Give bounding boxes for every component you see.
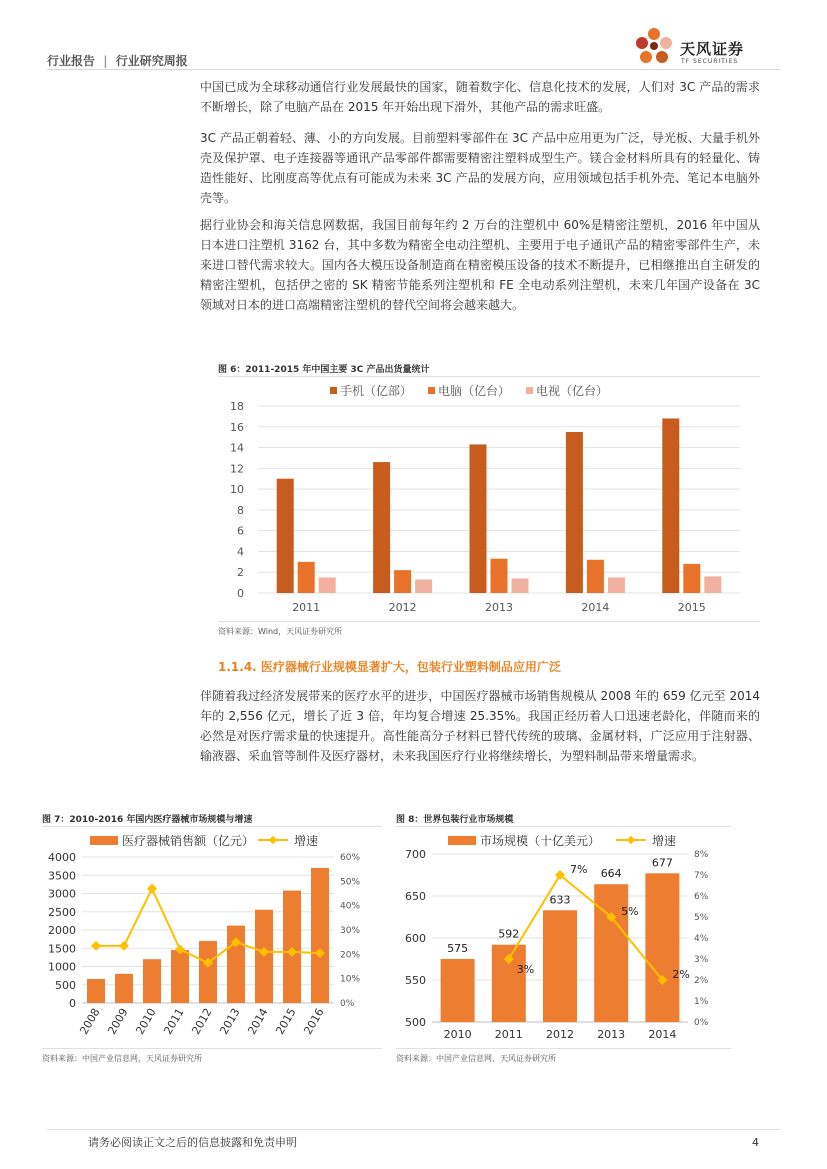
bar-2011-s1 <box>298 562 315 593</box>
x-tick-label: 2012 <box>189 1006 215 1037</box>
bar-2014-s2 <box>608 577 625 593</box>
paragraph-1: 中国已成为全球移动通信行业发展最快的国家，随着数字化、信息化技术的发展，人们对 3C 产品的需求不断增长，除了电脑产品在 2015 年开始出现下滑外，其他产品的需求旺盛。 <box>200 80 760 114</box>
figure-7-bottom-rule <box>42 1048 382 1049</box>
bar-2009 <box>115 974 133 1003</box>
y-tick-label: 18 <box>230 400 244 413</box>
bar-2012-s2 <box>415 579 432 593</box>
x-tick-label: 2015 <box>677 601 706 614</box>
legend-swatch <box>330 387 337 394</box>
y-tick-label: 16 <box>230 420 244 434</box>
bar-2015-s0 <box>662 418 679 593</box>
bar-2014 <box>645 873 679 1022</box>
legend-line-marker <box>269 836 277 844</box>
x-tick-label: 2013 <box>485 601 513 614</box>
bar-2010 <box>441 959 475 1022</box>
bar-2012-s0 <box>373 462 390 593</box>
y-left-tick-label: 1500 <box>48 942 76 956</box>
paragraph-2: 3C 产品正朝着轻、薄、小的方向发展。目前塑料零部件在 3C 产品中应用更为广泛，导光板、大量手机外壳及保护罩、电子连接器等通讯产品零部件都需要精密注塑料成型生产。镁合金材料所具有的轻量化、铸造性能好、比刚度高等优点有可能成为未来 3C 产品的发展方向，应用领域包括手机外壳、笔记本电脑外壳等。 <box>200 131 760 205</box>
y-tick-label: 8 <box>237 503 244 517</box>
legend-line-label: 增速 <box>294 834 319 848</box>
y-left-tick-label: 650 <box>405 890 426 903</box>
legend-swatch <box>428 387 435 394</box>
growth-value-label: 3% <box>516 963 535 976</box>
bar-2013-s1 <box>491 559 508 593</box>
chart-medical-devices <box>42 828 382 1046</box>
y-left-tick-label: 3000 <box>48 887 76 901</box>
x-tick-label: 2014 <box>581 601 610 614</box>
y-right-tick-label: 0% <box>340 999 355 1009</box>
flower-logo-icon <box>632 26 680 72</box>
brand-name-en: TF SECURITIES <box>681 58 739 65</box>
legend-label: 电视（亿台） <box>536 384 609 398</box>
y-tick-label: 10 <box>230 483 244 497</box>
y-right-tick-label: 8% <box>694 850 709 860</box>
y-tick-label: 0 <box>237 587 244 600</box>
bar-2014-s1 <box>587 560 604 593</box>
y-left-tick-label: 500 <box>55 978 76 992</box>
x-tick-label: 2008 <box>77 1006 103 1037</box>
growth-marker <box>147 884 157 894</box>
footer-divider <box>47 1129 780 1130</box>
x-tick-label: 2014 <box>245 1006 271 1037</box>
x-tick-label: 2011 <box>161 1006 187 1037</box>
bar-2015 <box>283 891 301 1003</box>
x-tick-label: 2015 <box>273 1006 299 1037</box>
y-left-tick-label: 2500 <box>48 905 76 919</box>
bar-2008 <box>87 979 105 1003</box>
y-left-tick-label: 600 <box>405 932 426 945</box>
y-tick-label: 12 <box>230 462 244 476</box>
y-left-tick-label: 550 <box>405 974 426 987</box>
figure-6-source: 资料来源：Wind，天风证券研究所 <box>218 627 343 636</box>
bar-value-label: 575 <box>447 942 469 955</box>
bar-2011-s0 <box>277 479 294 593</box>
growth-value-label: 7% <box>570 863 588 876</box>
figure-8-title: 图 8：世界包装行业市场规模 <box>396 815 514 825</box>
x-tick-label: 2009 <box>105 1006 131 1037</box>
paragraph-4: 伴随着我过经济发展带来的医疗水平的进步，中国医疗器械市场销售规模从 2008 年的 659 亿元至 2014 年的 2,556 亿元，增长了近 3 倍，年均复合增速 25.35%。我国正经历着人口迅速老龄化，伴随而来的必然是对医疗需求量的快速提升。高性能高分子材料已替代传统的玻璃、金属材料，广泛应用于注射器、输液器、采血管等制件及医疗器材，未来我国医疗行业将继续增长，为塑料制品带来增量需求。 <box>200 689 760 763</box>
figure-7-title: 图 7：2010-2016 年国内医疗器械市场规模与增速 <box>42 815 253 825</box>
bar-value-label: 633 <box>549 893 571 907</box>
y-right-tick-label: 50% <box>340 877 361 888</box>
y-left-tick-label: 700 <box>405 848 426 861</box>
figure-8-source: 资料来源：中国产业信息网，天风证券研究所 <box>396 1054 556 1063</box>
x-tick-label: 2011 <box>494 1028 523 1041</box>
figure-6-title: 图 6：2011-2015 年中国主要 3C 产品出货量统计 <box>218 365 430 375</box>
bar-2015-s2 <box>704 576 721 593</box>
bar-2012-s1 <box>394 570 411 593</box>
y-left-tick-label: 500 <box>405 1016 426 1029</box>
y-right-tick-label: 3% <box>694 955 709 965</box>
x-tick-label: 2010 <box>443 1028 472 1041</box>
figure-6-rule <box>218 376 760 377</box>
header-separator: | <box>103 54 108 68</box>
legend-line-label: 增速 <box>652 834 677 848</box>
figure-8-rule <box>396 826 731 827</box>
y-left-tick-label: 3500 <box>48 869 76 883</box>
y-tick-label: 6 <box>237 524 244 538</box>
bar-2014-s0 <box>566 432 583 593</box>
legend-swatch <box>526 387 533 394</box>
y-left-tick-label: 0 <box>69 997 76 1010</box>
x-tick-label: 2011 <box>292 601 321 614</box>
growth-marker <box>91 941 101 951</box>
y-right-tick-label: 10% <box>340 974 361 985</box>
growth-value-label: 2% <box>672 968 690 981</box>
x-tick-label: 2013 <box>217 1006 243 1037</box>
y-right-tick-label: 30% <box>340 926 361 936</box>
bar-value-label: 592 <box>498 927 520 941</box>
y-right-tick-label: 7% <box>694 871 709 881</box>
y-right-tick-label: 4% <box>694 934 709 944</box>
bar-2016 <box>311 868 329 1003</box>
bar-2013-s0 <box>470 444 487 593</box>
y-right-tick-label: 1% <box>694 997 709 1007</box>
y-right-tick-label: 2% <box>694 976 709 986</box>
figure-7-source: 资料来源：中国产业信息网，天风证券研究所 <box>42 1054 202 1063</box>
bar-value-label: 677 <box>651 856 673 870</box>
y-right-tick-label: 60% <box>340 853 361 863</box>
bar-2015-s1 <box>683 564 700 593</box>
bar-2011-s2 <box>319 577 336 593</box>
bar-value-label: 664 <box>600 867 622 881</box>
growth-marker <box>119 941 129 951</box>
paragraph-3: 据行业协会和海关信息网数据，我国目前每年约 2 万台的注塑机中 60%是精密注塑机，2016 年中国从日本进口注塑机 3162 台，其中多数为精密全电动注塑机、主要用于电子通讯产品的精密零部件生产，未来进口替代需求较大。国内各大模压设备制造商在精密模压设备的技术不断提升，已相继推出自主研发的精密注塑机，包括伊之密的 SK 精密节能系列注塑机和 FE 全电动系列注塑机，未来几年国产设备在 3C 领域对日本的进口高端精密注塑机的替代空间将会越来越大。 <box>200 218 760 312</box>
x-tick-label: 2014 <box>648 1028 677 1041</box>
y-right-tick-label: 6% <box>694 892 709 902</box>
y-tick-label: 14 <box>230 441 244 455</box>
figure-8-bottom-rule <box>396 1048 731 1049</box>
figure-6-bottom-rule <box>218 621 760 622</box>
y-right-tick-label: 5% <box>694 913 709 923</box>
footer-disclaimer: 请务必阅读正文之后的信息披露和免责申明 <box>88 1136 297 1149</box>
figure-7-rule <box>42 826 382 827</box>
section-heading: 1.1.4. 医疗器械行业规模显著扩大，包装行业塑料制品应用广泛 <box>218 660 561 674</box>
y-left-tick-label: 1000 <box>48 960 76 974</box>
header-section: 行业报告 <box>47 54 96 68</box>
legend-label: 手机（亿部） <box>340 384 413 398</box>
report-header <box>47 52 188 69</box>
bar-2011 <box>171 950 189 1003</box>
x-tick-label: 2012 <box>546 1028 574 1041</box>
legend-bar-swatch <box>448 836 476 845</box>
legend-line-marker <box>627 836 635 844</box>
legend-bar-label: 医疗器械销售额（亿元） <box>122 834 255 848</box>
bar-2010 <box>143 959 161 1003</box>
bar-2013-s2 <box>512 578 529 593</box>
growth-value-label: 5% <box>621 905 639 918</box>
y-right-tick-label: 40% <box>340 901 361 912</box>
x-tick-label: 2013 <box>597 1028 626 1041</box>
chart-3c-shipments <box>218 378 760 618</box>
x-tick-label: 2016 <box>301 1006 327 1037</box>
y-left-tick-label: 2000 <box>48 924 76 937</box>
y-right-tick-label: 0% <box>694 1018 709 1028</box>
x-tick-label: 2010 <box>133 1006 159 1037</box>
y-tick-label: 4 <box>237 545 244 559</box>
chart-packaging-market <box>396 828 731 1046</box>
bar-2012 <box>543 910 577 1022</box>
legend-bar-swatch <box>90 836 118 845</box>
bar-2012 <box>199 941 217 1003</box>
y-right-tick-label: 20% <box>340 950 361 961</box>
x-tick-label: 2012 <box>388 601 417 614</box>
y-left-tick-label: 4000 <box>48 851 76 864</box>
page-number: 4 <box>752 1136 759 1149</box>
legend-bar-label: 市场规模（十亿美元） <box>480 834 601 848</box>
legend-label: 电脑（亿台） <box>438 384 511 398</box>
brand-name-cn: 天风证券 <box>680 40 745 58</box>
y-tick-label: 2 <box>237 566 244 580</box>
header-report-type: 行业研究周报 <box>115 54 188 68</box>
